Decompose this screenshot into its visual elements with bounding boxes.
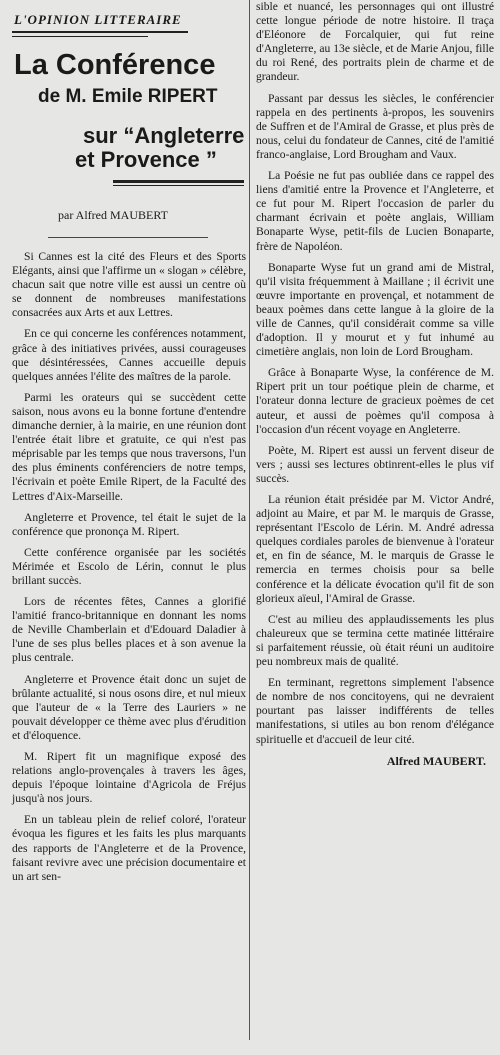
paragraph: Lors de récentes fêtes, Cannes a glorifié l'amitié franco-britannique en donnant les noms de Neville Chamberlain et d'Edouard Daladier à l'une de ses plus belles places et à son avenue la plus centrale. bbox=[12, 595, 246, 665]
paragraph: Angleterre et Provence était donc un sujet de brûlante actualité, si nous osons dire, et nul mieux que l'auteur de « la Terre des Lauriers » ne pouvait développer ce thème avec plus d'érudition et d'éloquence. bbox=[12, 672, 246, 742]
paragraph: C'est au milieu des applaudissements les plus chaleureux que se termina cette matinée littéraire si parfaitement réussie, où était réuni un auditoire peu nombreux mais de qualité. bbox=[256, 612, 494, 669]
paragraph: Angleterre et Provence, tel était le sujet de la conférence que prononça M. Ripert. bbox=[12, 510, 246, 538]
paragraph: Grâce à Bonaparte Wyse, la conférence de M. Ripert prit un tour poétique plein de charme, et l'orateur donna lecture de gracieux poèmes de cet auteur, et aussi de poèmes qu'il composa à l'occasion d'un récent voyage en Angleterre. bbox=[256, 366, 494, 436]
paragraph: Parmi les orateurs qui se succèdent cette saison, nous avons eu la bonne fortune d'entendre dimanche dernier, à la mairie, en une réunion dont l'entrée était libre et gratuite, ce qui n'est pas méprisable par les temps que nous traversons, l'un des plus éminents conférenciers de notre temps, l'écrivain et poète Emile Ripert, de la Faculté des Lettres d'Aix-Marseille. bbox=[12, 390, 246, 503]
signature: Alfred MAUBERT. bbox=[386, 753, 486, 768]
paragraph: Si Cannes est la cité des Fleurs et des Sports Elégants, ainsi que l'affirme un « slogan » célèbre, chacun sait que notre ville est aussi un centre où se donnent de nombreuses manifestations consacrées aux Arts et aux Lettres. bbox=[12, 250, 246, 320]
byline: par Alfred MAUBERT bbox=[58, 208, 168, 222]
paragraph: En un tableau plein de relief coloré, l'orateur évoqua les figures et les faits les plus marquants des rapports de l'Angleterre et de la Provence, faisant revivre avec une précision documentaire et un art sen- bbox=[12, 813, 246, 883]
paragraph: Passant par dessus les siècles, le conférencier rappela en des pertinents à-propos, les souvenirs de Suffren et de l'Amiral de Grasse, et plus près de nous, celui du fondateur de Cannes, cité de l'amitié franco-anglaise, Lord Brougham and Vaux. bbox=[256, 91, 494, 161]
paragraph: Cette conférence organisée par les sociétés Mérimée et Escolo de Lérin, connut le plus brillant succès. bbox=[12, 545, 246, 587]
paragraph: En ce qui concerne les conférences notamment, grâce à des initiatives privées, aussi courageuses que désintéressées, Cannes accueille depuis quelques années l'élite des maîtres de la parole. bbox=[12, 327, 246, 383]
paragraph: Bonaparte Wyse fut un grand ami de Mistral, qu'il visita fréquemment à Maillane ; il écrivit une œuvre importante en provençal, et notamment de beaux poèmes dans cette langue à la gloire de la ville de Cannes, qu'il considérait comme sa ville d'adoption. Il y mourut et y fut inhumé au cimetière anglais, non loin de Lord Brougham. bbox=[256, 260, 494, 359]
paragraph: La Poésie ne fut pas oubliée dans ce rappel des liens d'amitié entre la Provence et l'Angleterre, et ce fut pour M. Ripert l'occasion de parler du charmant écrivain et poète anglais, William Bonaparte Wyse, petit-fils de Lucien Bonaparte, frère de Napoléon. bbox=[256, 169, 494, 253]
paragraph: En terminant, regrettons simplement l'absence de nombre de nos concitoyens, qui ne devraient pourtant pas laisser indifférents de telles manifestations, si utiles au bon renom d'élégance spirituelle et d'accueil de leur cité. bbox=[256, 676, 494, 746]
headline-rule bbox=[113, 180, 244, 183]
headline-topic bbox=[75, 123, 248, 172]
right-column bbox=[252, 0, 496, 769]
rubric-rule-thin bbox=[12, 36, 148, 37]
headline-rule-thin bbox=[113, 185, 244, 186]
paragraph: sible et nuancé, les personnages qui ont illustré cette longue période de notre histoire. Il traça d'Eléonore de Forcalquier, qui fut reine d'Angleterre, au 13e siècle, et de Marie Anjou, fille du roi René, des portraits plein de charme et de grandeur. bbox=[256, 0, 494, 84]
headline-topic-line1: sur “Angleterre bbox=[83, 123, 245, 148]
byline-rule bbox=[48, 237, 208, 238]
headline: La Conférence bbox=[14, 49, 216, 81]
headline-subtitle: de M. Emile RIPERT bbox=[38, 86, 218, 107]
paragraph: M. Ripert fit un magnifique exposé des relations anglo-provençales à travers les âges, depuis l'époque lointaine d'Agricola de Fréjus jusqu'à nos jours. bbox=[12, 750, 246, 806]
section-rubric: L'OPINION LITTERAIRE bbox=[14, 12, 182, 27]
column-divider bbox=[249, 0, 250, 1040]
paragraph: La réunion était présidée par M. Victor André, adjoint au Maire, et par M. le marquis de Grasse, représentant l'Escolo de Lérin. M. André adressa quelques cordiales paroles de bienvenue à l'orateur et, en fin de séance, M. le marquis de Grasse le remercia en termes choisis pour sa belle conférence et la délicate évocation qu'il fit de son glorieux aïeul, l'Amiral de Grasse. bbox=[256, 493, 494, 605]
headline-topic-line2: et Provence ” bbox=[75, 147, 217, 172]
rubric-rule bbox=[12, 31, 188, 33]
left-body bbox=[8, 250, 248, 884]
left-column bbox=[8, 0, 248, 891]
paragraph: Poète, M. Ripert est aussi un fervent diseur de vers ; aussi ses lectures obtinrent-elles le plus vif succès. bbox=[256, 443, 494, 485]
right-body bbox=[252, 0, 496, 747]
